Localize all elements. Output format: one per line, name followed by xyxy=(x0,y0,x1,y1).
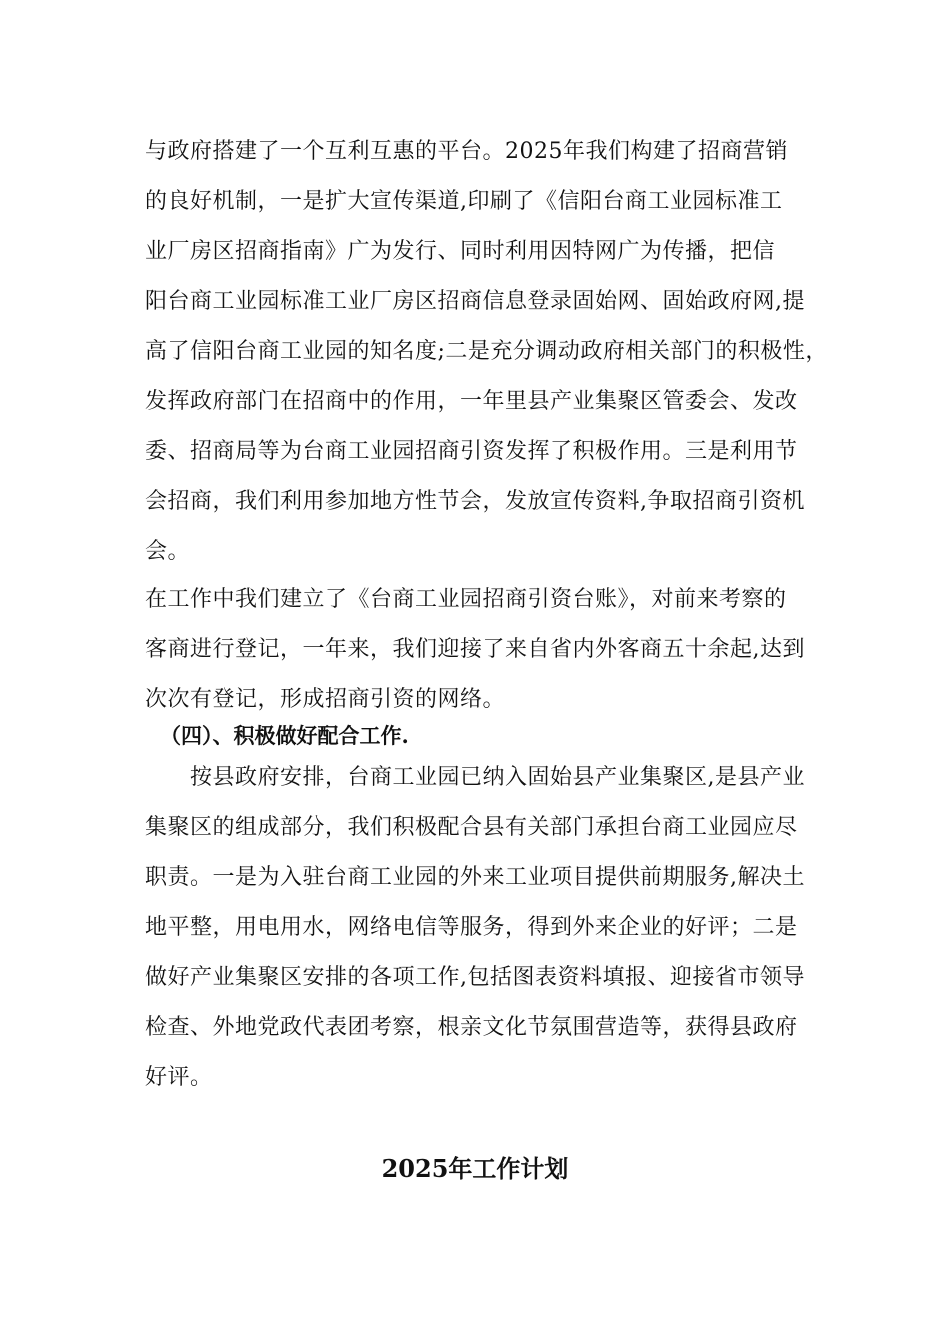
paragraph-line: 客商进行登记，一年来，我们迎接了来自省内外客商五十余起,达到 xyxy=(145,637,805,662)
paragraph-line: 检查、外地党政代表团考察，根亲文化节氛围营造等，获得县政府 xyxy=(145,1015,798,1040)
paragraph-line: 按县政府安排，台商工业园已纳入固始县产业集聚区,是县产业 xyxy=(190,765,805,790)
paragraph-line: 次次有登记，形成招商引资的网络。 xyxy=(145,687,506,712)
paragraph-line: 在工作中我们建立了《台商工业园招商引资台账》，对前来考察的 xyxy=(145,587,787,612)
paragraph-line: 与政府搭建了一个互利互惠的平台。2025年我们构建了招商营销 xyxy=(145,139,788,164)
paragraph-line: 好评。 xyxy=(145,1065,213,1090)
paragraph-line: 会招商，我们利用参加地方性节会，发放宣传资料,争取招商引资机 xyxy=(145,489,805,514)
paragraph-line: 发挥政府部门在招商中的作用，一年里县产业集聚区管委会、发改 xyxy=(145,389,798,414)
paragraph-line: 会。 xyxy=(145,539,191,564)
subheading: （四）、积极做好配合工作. xyxy=(160,723,409,748)
paragraph-line: 职责。一是为入驻台商工业园的外来工业项目提供前期服务,解决土 xyxy=(145,865,805,890)
paragraph-line: 的良好机制，一是扩大宣传渠道,印刷了《信阳台商工业园标准工 xyxy=(145,189,783,214)
paragraph-line: 业厂房区招商指南》广为发行、同时利用因特网广为传播，把信 xyxy=(145,239,776,264)
paragraph-line: 做好产业集聚区安排的各项工作,包括图表资料填报、迎接省市领导 xyxy=(145,965,805,990)
paragraph-line: 委、招商局等为台商工业园招商引资发挥了积极作用。三是利用节 xyxy=(145,439,798,464)
paragraph-line: 高了信阳台商工业园的知名度;二是充分调动政府相关部门的积极性， xyxy=(145,339,828,364)
paragraph-line: 地平整，用电用水，网络电信等服务，得到外来企业的好评；二是 xyxy=(145,915,798,940)
paragraph-line: 阳台商工业园标准工业厂房区招商信息登录固始网、固始政府网,提 xyxy=(145,289,805,314)
section-title: 2025年工作计划 xyxy=(381,1154,569,1183)
paragraph-line: 集聚区的组成部分，我们积极配合县有关部门承担台商工业园应尽 xyxy=(145,815,798,840)
